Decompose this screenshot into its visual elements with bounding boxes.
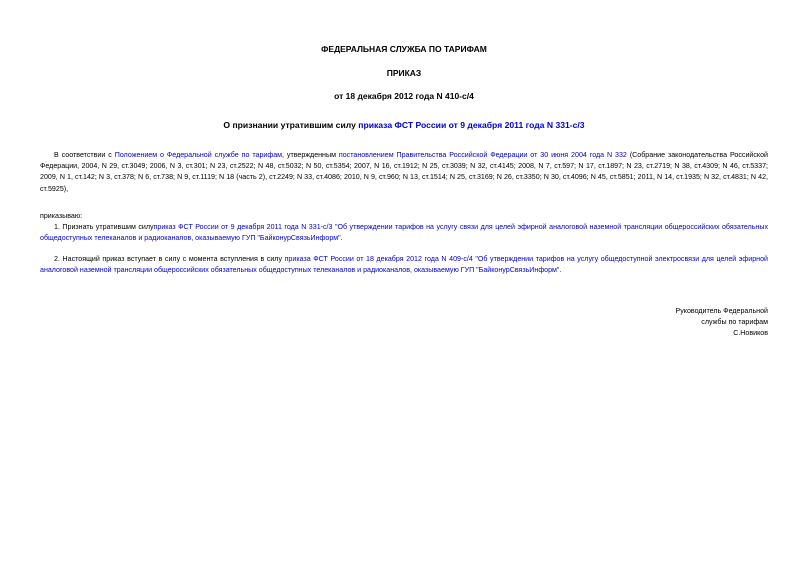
- preamble-text-2: , утвержденным: [282, 151, 339, 159]
- decree-word: приказываю:: [40, 212, 83, 220]
- government-decree-link[interactable]: постановлением Правительства Российской Федерации от 30 июня 2004 года N 332: [338, 151, 627, 159]
- signature-name: С.Новиков: [733, 329, 768, 338]
- preamble-text-1: В соответствии с: [54, 151, 115, 159]
- regulation-link[interactable]: Положением о Федеральной службе по тарифам: [114, 151, 283, 159]
- title-link[interactable]: приказа ФСТ России от 9 декабря 2011 года N 331-с/3: [358, 120, 585, 130]
- preamble-paragraph: [40, 150, 768, 195]
- date-number-heading: от 18 декабря 2012 года N 410-с/4: [334, 91, 474, 101]
- item1-order-link[interactable]: приказ ФСТ России от 9 декабря 2011 года N 331-с/3 "Об утверждении тарифов на услугу связи для целей эфирной аналоговой наземной трансляции общероссийских обязательных общедоступных телеканалов и радиоканалов, оказываемую ГУП "БайконурСвязьИнформ": [40, 223, 768, 243]
- item2-order-link[interactable]: приказа ФСТ России от 18 декабря 2012 года N 409-с/4 "Об утверждении тарифов на услугу общедоступной электросвязи для целей эфирной аналоговой наземной трансляции общероссийских обязательных общедоступных телеканалов и радиоканалов, оказываемую ГУП "БайконурСвязьИнформ": [40, 255, 768, 275]
- item1-end: .: [340, 234, 343, 243]
- preamble-text-3: (Собрание законодательства Российской Федерации, 2004, N 29, ст.3049; 2006, N 3, ст.301; N 23, ст.2522; N 48, ст.5032; N 50, ст.5354; 2007, N 16, ст.1912; N 25, ст.3039; N 32, ст.4145; 2008, N 7, ст.597; N 17, ст.1897; N 23, ст.2719; N 38, ст.4309; N 46, ст.5337; 2009, N 1, ст.142; N 3, ст.378; N 6, ст.738; N 9, ст.1119; N 18 (часть 2), ст.2249; N 33, ст.4086; 2010, N 9, ст.960; N 13, ст.1514; N 25, ст.3169; N 26, ст.3350; N 30, ст.4096; N 45, ст.5851; 2011, N 14, ст.1935; N 32, ст.4831; N 42, ст.5925),: [40, 151, 769, 193]
- item2-end: .: [559, 266, 562, 275]
- item1-text: 1. Признать утратившим силу: [54, 223, 154, 231]
- item2-text: 2. Настоящий приказ вступает в силу с момента вступления в силу: [54, 255, 285, 263]
- agency-heading: ФЕДЕРАЛЬНАЯ СЛУЖБА ПО ТАРИФАМ: [321, 44, 487, 54]
- order-item-2: [40, 254, 768, 276]
- document-title: [40, 120, 768, 130]
- signature-position-line-1: Руководитель Федеральной: [675, 307, 768, 315]
- document-page: [40, 0, 768, 571]
- order-item-1: [40, 222, 768, 244]
- signature-block: [568, 306, 768, 340]
- title-prefix: О признании утратившим силу: [223, 120, 359, 130]
- signature-position-line-2: службы по тарифам: [701, 318, 768, 327]
- document-type-heading: ПРИКАЗ: [386, 68, 422, 78]
